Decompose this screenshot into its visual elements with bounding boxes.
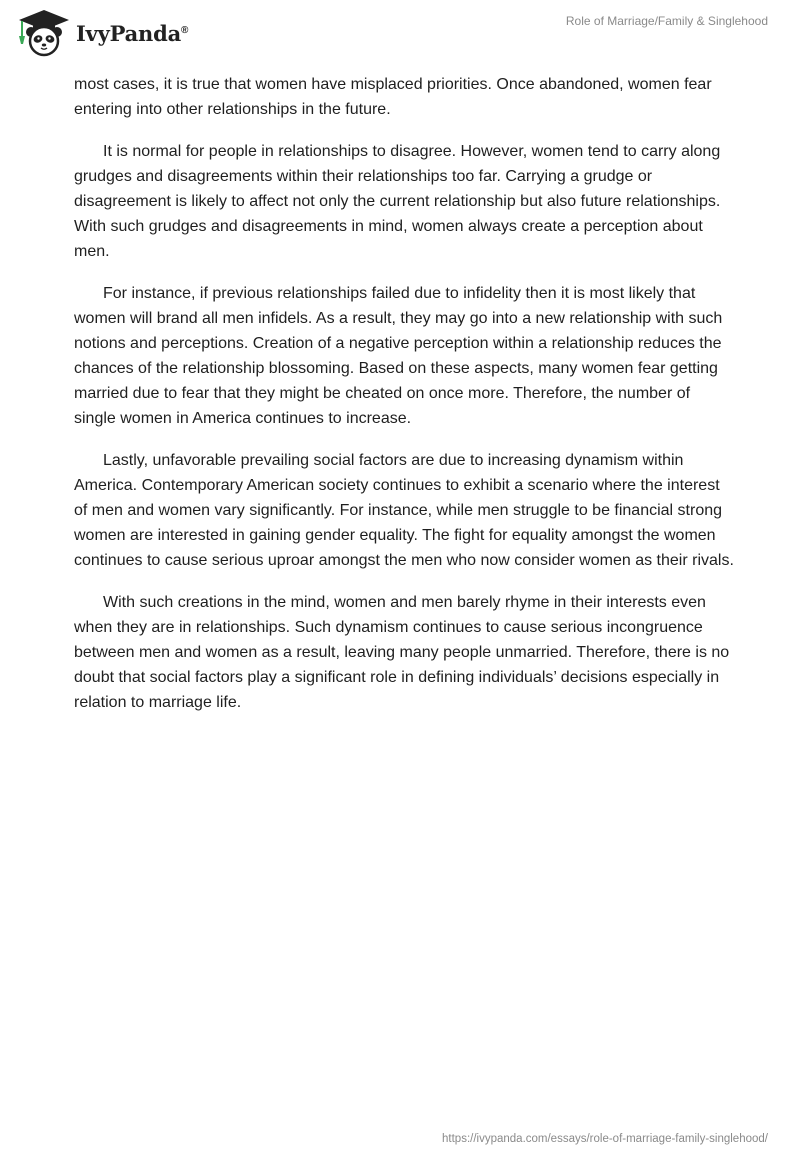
registered-mark: ® — [181, 24, 189, 36]
document-title: Role of Marriage/Family & Singlehood — [565, 14, 768, 28]
panda-graduate-icon — [14, 8, 74, 58]
paragraph: most cases, it is true that women have misplaced priorities. Once abandoned, women fear entering into other relationships in the future. — [74, 76, 712, 118]
brand-name: IvyPanda® — [76, 20, 189, 46]
paragraph: It is normal for people in relationships to disagree. However, women tend to carry along grudges and disagreements within their relationships too far. Carrying a grudge or disagreement is likely to affect not only the current relationship but also future relationships. With such grudges and disagreements in mind, women always create a perception about men. — [74, 143, 721, 260]
paragraph: For instance, if previous relationships failed due to infidelity then it is most likely that women will brand all men infidels. As a result, they may go into a new relationship with such notions and perceptions. Creation of a negative perception within a relationship reduces the chances of the relationship blossoming. Based on these aspects, many women fear getting married due to fear that they might be cheated on once more. Therefore, the number of single women in America continues to increase. — [74, 285, 723, 427]
paragraph: With such creations in the mind, women and men barely rhyme in their interests even when they are in relationships. Such dynamism continues to cause serious incongruence between men and women as a result, leaving many people unmarried. Therefore, there is no doubt that social factors play a significant role in defining individuals’ decisions especially in relation to marriage life. — [74, 594, 730, 711]
source-url-link[interactable]: https://ivypanda.com/essays/role-of-marriage-family-singlehood/ — [442, 1133, 768, 1145]
paragraph: Lastly, unfavorable prevailing social factors are due to increasing dynamism within America. Contemporary American society continues to exhibit a scenario where the interest of men and women vary significantly. For instance, while men struggle to be financial strong women are interested in gaining gender equality. The fight for equality amongst the women continues to cause serious uproar amongst the men who now consider women as their rivals. — [74, 452, 734, 569]
brand-logo[interactable] — [14, 8, 188, 58]
essay-body — [74, 72, 734, 732]
page-header — [0, 0, 800, 70]
